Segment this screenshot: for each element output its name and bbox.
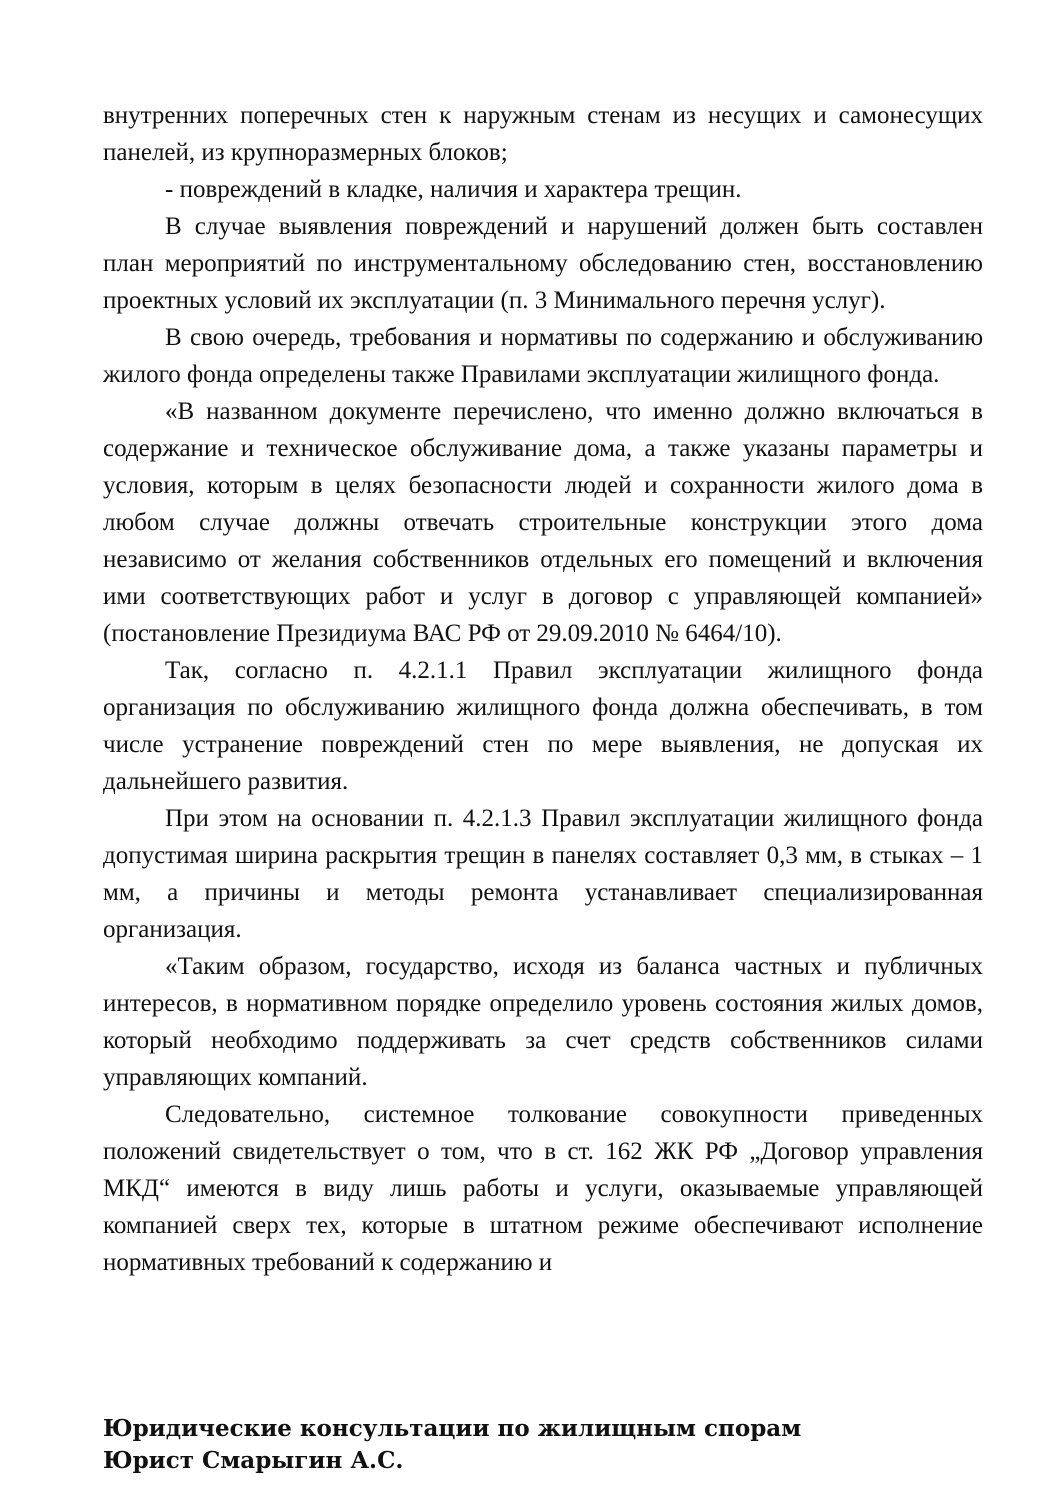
paragraph-action-plan: В случае выявления повреждений и нарушений должен быть составлен план мероприятий по инструментальному обследованию стен, восстановлению проектных условий их эксплуатации (п. 3 Минимального перечня услуг).	[103, 213, 983, 314]
page-footer	[103, 1413, 983, 1477]
paragraph-masonry-damage: - повреждений в кладке, наличия и характера трещин.	[165, 176, 742, 203]
paragraph-state-balance: «Таким образом, государство, исходя из баланса частных и публичных интересов, в нормативном порядке определило уровень состояния жилых домов, который необходимо поддерживать за счет средств собственников силами управляющих компаний.	[103, 953, 983, 1091]
paragraph-walls-continuation: внутренних поперечных стен к наружным стенам из несущих и самонесущих панелей, из крупноразмерных блоков;	[103, 102, 983, 166]
document-body	[103, 97, 983, 1281]
footer-service-title: Юридические консультации по жилищным спорам	[103, 1415, 802, 1442]
paragraph-vas-quote: «В названном документе перечислено, что именно должно включаться в содержание и техническое обслуживание дома, а также указаны параметры и условия, которым в целях безопасности людей и сохранности жилого дома в любом случае должны отвечать строительные конструкции этого дома независимо от желания собственников отдельных его помещений и включения ими соответствующих работ и услуг в договор с управляющей компанией» (постановление Президиума ВАС РФ от 29.09.2010 № 6464/10).	[103, 398, 983, 647]
paragraph-rule-4-2-1-3: При этом на основании п. 4.2.1.3 Правил эксплуатации жилищного фонда допустимая ширина раскрытия трещин в панелях составляет 0,3 мм, в стыках – 1 мм, а причины и методы ремонта устанавливает специализированная организация.	[103, 805, 983, 943]
paragraph-rule-4-2-1-1: Так, согласно п. 4.2.1.1 Правил эксплуатации жилищного фонда организация по обслуживанию жилищного фонда должна обеспечивать, в том числе устранение повреждений стен по мере выявления, не допуская их дальнейшего развития.	[103, 657, 983, 795]
paragraph-conclusion: Следовательно, системное толкование совокупности приведенных положений свидетельствует о том, что в ст. 162 ЖК РФ „Договор управления МКД“ имеются в виду лишь работы и услуги, оказываемые управляющей компанией сверх тех, которые в штатном режиме обеспечивают исполнение нормативных требований к содержанию и	[103, 1101, 983, 1276]
footer-lawyer-name: Юрист Смарыгин А.С.	[103, 1447, 404, 1474]
paragraph-operation-rules: В свою очередь, требования и нормативы по содержанию и обслуживанию жилого фонда определены также Правилами эксплуатации жилищного фонда.	[103, 324, 983, 388]
